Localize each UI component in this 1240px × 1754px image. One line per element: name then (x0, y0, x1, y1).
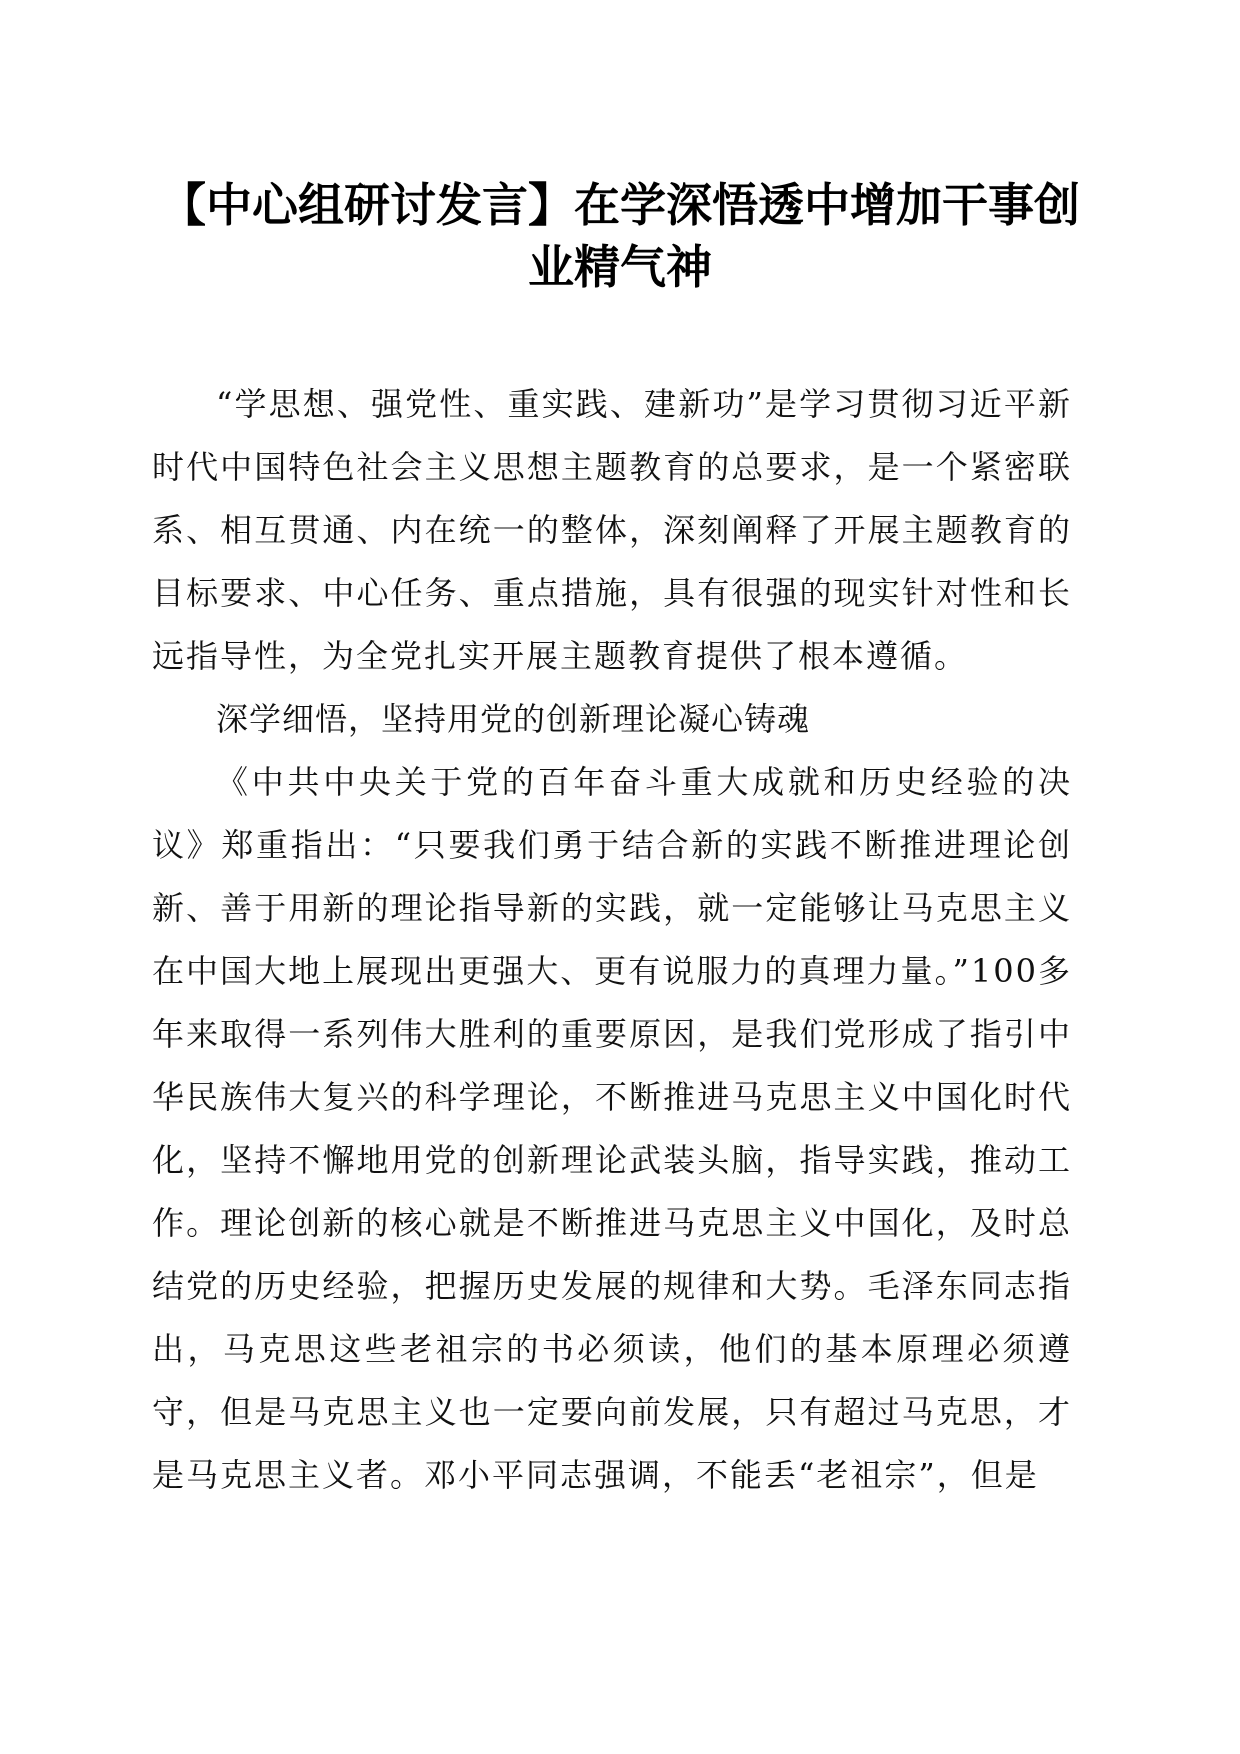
paragraph-intro: “学思想、强党性、重实践、建新功”是学习贯彻习近平新时代中国特色社会主义思想主题教育的总要求，是一个紧密联系、相互贯通、内在统一的整体，深刻阐释了开展主题教育的目标要求、中心任务、重点措施，具有很强的现实针对性和长远指导性，为全党扎实开展主题教育提供了根本遵循。 (152, 385, 1072, 675)
paragraph-resolution: 《中共中央关于党的百年奋斗重大成就和历史经验的决议》郑重指出：“只要我们勇于结合新的实践不断推进理论创新、善于用新的理论指导新的实践，就一定能够让马克思主义在中国大地上展现出更强大、更有说服力的真理力量。”100多年来取得一系列伟大胜利的重要原因，是我们党形成了指引中华民族伟大复兴的科学理论，不断推进马克思主义中国化时代化，坚持不懈地用党的创新理论武装头脑，指导实践，推动工作。理论创新的核心就是不断推进马克思主义中国化，及时总结党的历史经验，把握历史发展的规律和大势。毛泽东同志指出，马克思这些老祖宗的书必须读，他们的基本原理必须遵守，但是马克思主义也一定要向前发展，只有超过马克思，才是马克思主义者。邓小平同志强调，不能丢“老祖宗”，但是 (152, 763, 1072, 1494)
document-title: 【中心组研讨发言】在学深悟透中增加干事创业精气神 (160, 178, 1080, 294)
section-heading: 深学细悟，坚持用党的创新理论凝心铸魂 (216, 700, 811, 738)
document-body (152, 373, 1072, 1507)
